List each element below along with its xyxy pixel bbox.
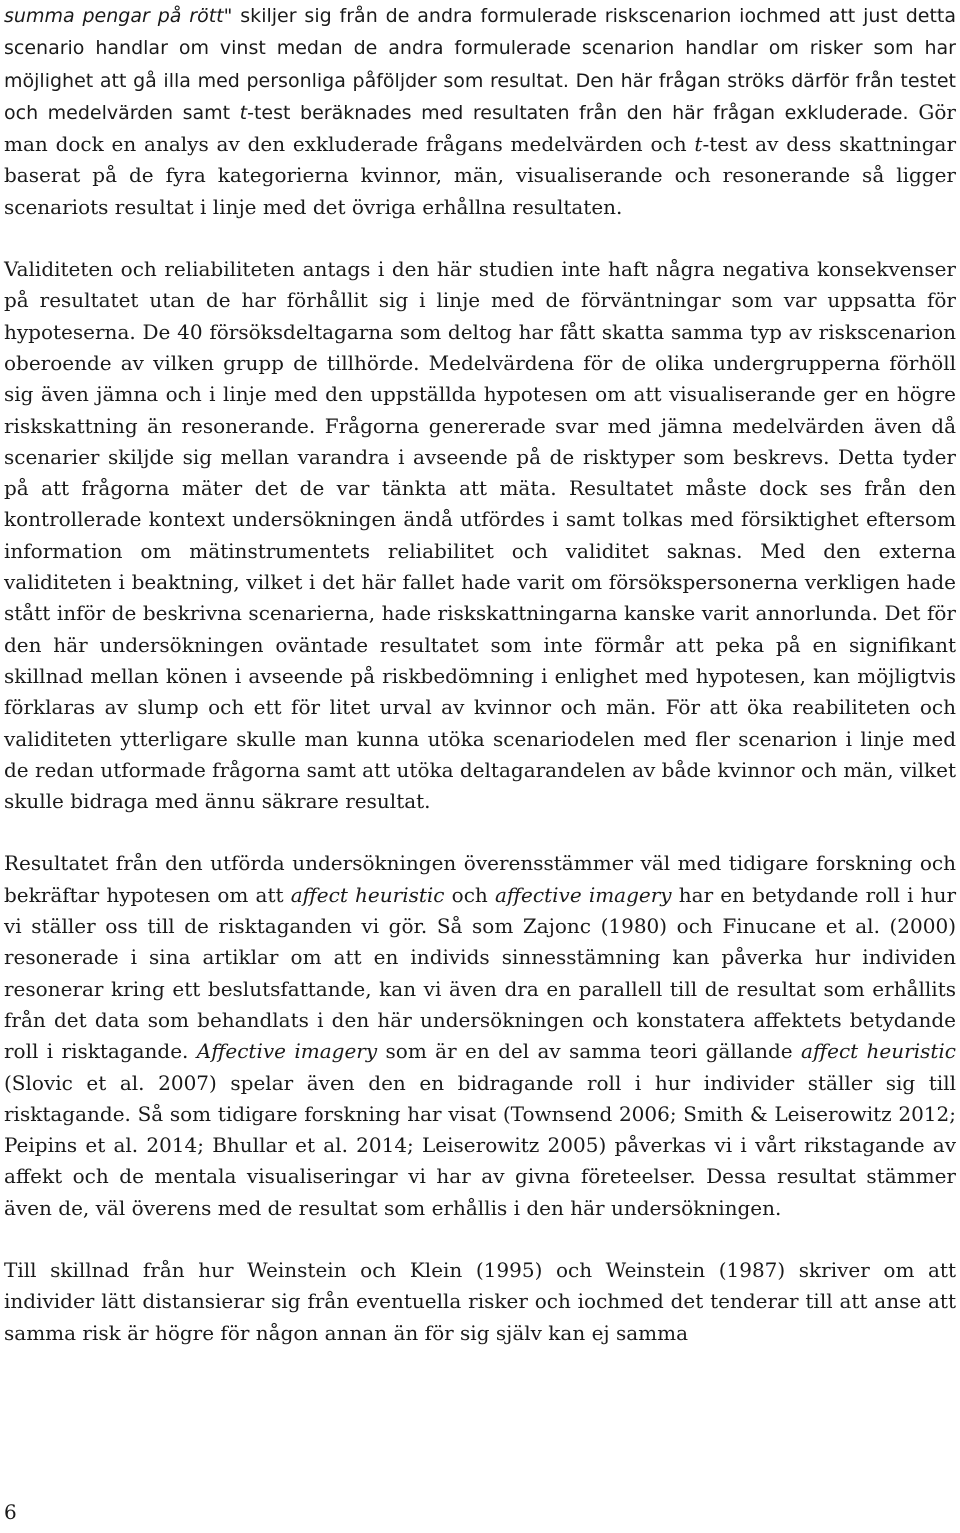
text-segment: skiljer sig från de andra formulerade riskscenarion iochmed att just detta scenario handlar om vinst medan de andra formulerade scenarion handlar om risker som har möjlighet att gå illa med personliga påföljder som resultat. Den här frågan ströks därför från testet och medelvärden samt bbox=[4, 5, 957, 124]
paragraph-scenario-exclusion bbox=[4, 0, 956, 223]
italic-text-segment: summa pengar på rött" bbox=[4, 5, 233, 27]
italic-text-segment: t bbox=[239, 101, 248, 124]
text-segment: Resultatet från den utförda undersökningen överensstämmer väl med tidigare forskning och bekräftar hypotesen om att bbox=[4, 851, 956, 907]
paragraph-previous-research bbox=[4, 848, 956, 1224]
italic-text-segment: affective imagery bbox=[494, 882, 672, 907]
text-segment: -test beräknades med resultaten från den här frågan exkluderade. bbox=[247, 101, 909, 124]
italic-text-segment: t bbox=[694, 132, 703, 157]
italic-text-segment: affect heuristic bbox=[801, 1039, 956, 1064]
page-number: 6 bbox=[4, 1500, 17, 1524]
text-segment: som är en del av samma teori gällande bbox=[377, 1039, 802, 1064]
text-segment: Gör man dock en analys av den exkluderade frågans medelvärden och bbox=[4, 99, 956, 157]
italic-text-segment: Affective imagery bbox=[196, 1039, 378, 1064]
paragraph-validity-reliability bbox=[4, 254, 956, 817]
text-segment: har en betydande roll i hur vi ställer oss till de risktaganden vi gör. Så som Zajonc (1980) och Finucane et al. (2000) resonerade i sina artiklar om att en individs sinnesstämning kan påverka hur individen resonerar kring ett beslutsfattande, kan vi även dra en parallell till de resultat som erhållits från det data som behandlats i den här undersökningen och konstatera affektets betydande roll i risktagande. bbox=[4, 882, 957, 1064]
text-segment: Validiteten och reliabiliteten antags i den här studien inte haft några negativa konsekvenser på resultatet utan de har förhållit sig i linje med de förväntningar som var uppsatta för hypoteserna. De 40 försöksdeltagarna som deltog har fått skatta samma typ av riskscenarion oberoende av vilken grupp de tillhörde. Medelvärdena för de olika undergrupperna förhöll sig även jämna och i linje med den uppställda hypotesen om att visualiserande ger en högre riskskattning än resonerande. Frågorna genererade svar med jämna medelvärden även då scenarier skiljde sig mellan varandra i avseende på de risktyper som beskrevs. Detta tyder på att frågorna mäter det de var tänkta att mäta. Resultatet måste dock ses från den kontrollerade kontext undersökningen ändå utfördes i samt tolkas med försiktighet eftersom information om mätinstrumentets reliabilitet och validitet saknas. Med den externa validiteten i beaktning, vilket i det här fallet hade varit om försökspersonerna verkligen hade stått inför de beskrivna scenarierna, hade riskskattningarna kanske varit annorlunda. Det för den här undersökningen oväntade resultatet som inte förmår att peka på en signifikant skillnad mellan könen i avseende på riskbedömning i enlighet med hypotesen, kan möjligtvis förklaras av slump och ett för litet urval av kvinnor och män. För att öka reabiliteten och validiteten ytterligare skulle man kunna utöka scenariodelen med fler scenarion i linje med de redan utformade frågorna samt att utöka deltagarandelen av både kvinnor och män, vilket skulle bidraga med ännu säkrare resultat. bbox=[4, 257, 956, 814]
paragraph-weinstein-comparison bbox=[4, 1255, 956, 1349]
text-segment: Till skillnad från hur Weinstein och Klein (1995) och Weinstein (1987) skriver om att individer lätt distansierar sig från eventuella risker och iochmed det tenderar till att anse att samma risk är högre för någon annan än för sig själv kan ej samma bbox=[4, 1257, 956, 1345]
italic-text-segment: affect heuristic bbox=[290, 882, 445, 907]
text-segment: och bbox=[444, 882, 495, 907]
text-segment: (Slovic et al. 2007) spelar även den en bidragande roll i hur individer ställer sig till risktagande. Så som tidigare forskning har visat (Townsend 2006; Smith & Leiserowitz 2012; Peipins et al. 2014; Bhullar et al. 2014; Leiserowitz 2005) påverkas vi i vårt rikstagande av affekt och de mentala visualiseringar vi har av givna företeelser. Dessa resultat stämmer även de, väl överens med de resultat som erhållis i den här undersökningen. bbox=[4, 1070, 956, 1220]
document-page bbox=[4, 0, 956, 1349]
text-segment: -test av dess skattningar baserat på de fyra kategorierna kvinnor, män, visualiserande och resonerande så ligger scenariots resultat i linje med det övriga erhållna resultaten. bbox=[4, 132, 957, 219]
